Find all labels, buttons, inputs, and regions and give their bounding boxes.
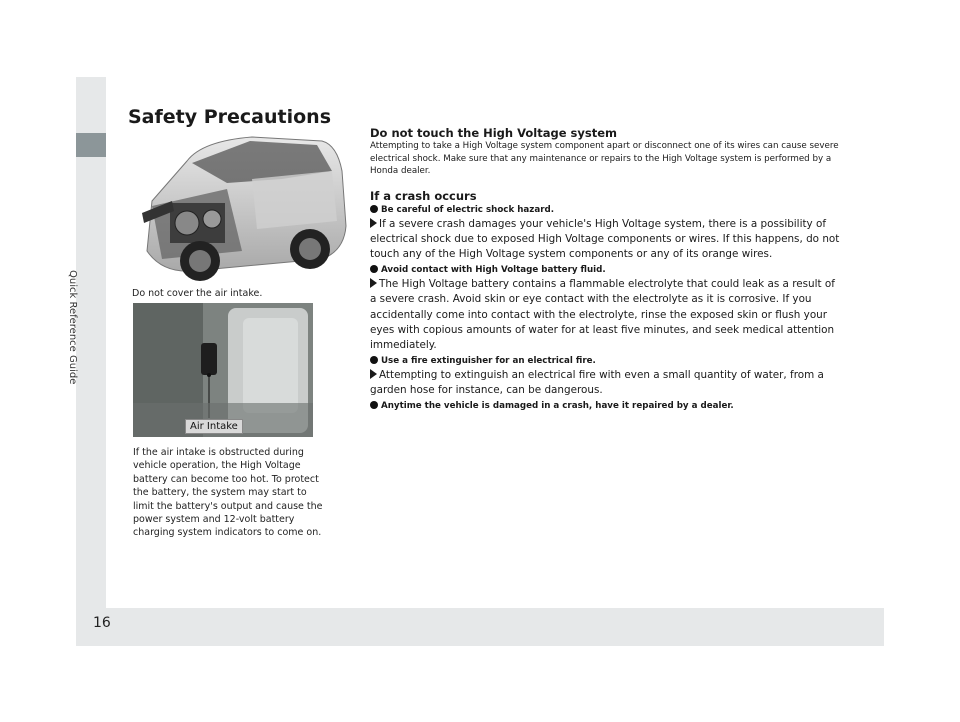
bullet-dot-icon <box>370 265 378 273</box>
arrow-right-icon <box>370 369 377 379</box>
page-title: Safety Precautions <box>128 106 332 128</box>
page-number: 16 <box>93 615 111 631</box>
arrow-right-icon <box>370 218 377 228</box>
crash-detail-1 <box>370 217 840 263</box>
crash-bullet-2 <box>370 264 840 276</box>
bullet-dot-icon <box>370 401 378 409</box>
crash-bullet-3-text: Use a fire extinguisher for an electrical fire. <box>381 355 596 366</box>
crash-detail-2 <box>370 277 840 354</box>
crash-heading: If a crash occurs <box>370 188 477 203</box>
bullet-dot-icon <box>370 205 378 213</box>
sidebar-label: Quick Reference Guide <box>67 270 78 385</box>
crash-bullet-3 <box>370 355 840 367</box>
crash-bullet-4 <box>370 400 840 412</box>
main-column <box>370 127 840 413</box>
footer-bar <box>76 608 884 646</box>
crash-bullet-2-text: Avoid contact with High Voltage battery fluid. <box>381 264 606 275</box>
air-intake-note: If the air intake is obstructed during vehicle operation, the High Voltage battery can become too hot. To protect the battery, the system may start to limit the battery's output and cause the power system and 12-volt battery charging system indicators to come on. <box>133 447 323 539</box>
hv-heading: Do not touch the High Voltage system <box>370 126 617 140</box>
hv-text: Attempting to take a High Voltage system component apart or disconnect one of its wires can cause severe electrical shock. Make sure that any maintenance or repairs to the High Voltage system is performed by a Honda dealer. <box>370 141 839 176</box>
crash-bullet-1 <box>370 204 840 216</box>
crash-bullet-4-text: Anytime the vehicle is damaged in a crash, have it repaired by a dealer. <box>381 400 734 411</box>
air-intake-photo <box>133 303 313 437</box>
crash-detail-3-text: Attempting to extinguish an electrical fire with even a small quantity of water, from a garden hose for instance, can be dangerous. <box>370 368 824 397</box>
air-intake-caption: Do not cover the air intake. <box>132 288 263 299</box>
sidebar-tab[interactable] <box>76 133 106 157</box>
car-cutaway-illustration <box>132 131 347 289</box>
bullet-dot-icon <box>370 356 378 364</box>
crash-detail-1-text: If a severe crash damages your vehicle's High Voltage system, there is a possibility of electrical shock due to exposed High Voltage components or wires. If this happens, do not touch any of the High Voltage system components or any of its orange wires. <box>370 217 840 261</box>
sidebar <box>76 77 106 608</box>
arrow-right-icon <box>370 278 377 288</box>
air-intake-label: Air Intake <box>185 419 243 434</box>
crash-bullet-1-text: Be careful of electric shock hazard. <box>381 204 555 215</box>
crash-detail-3 <box>370 368 840 399</box>
crash-detail-2-text: The High Voltage battery contains a flammable electrolyte that could leak as a result of a severe crash. Avoid skin or eye contact with the electrolyte as it is corrosive. If you accidentally come into contact with the electrolyte, rinse the exposed skin or flush your eyes with copious amounts of water for at least five minutes, and seek medical attention immediately. <box>370 277 835 352</box>
